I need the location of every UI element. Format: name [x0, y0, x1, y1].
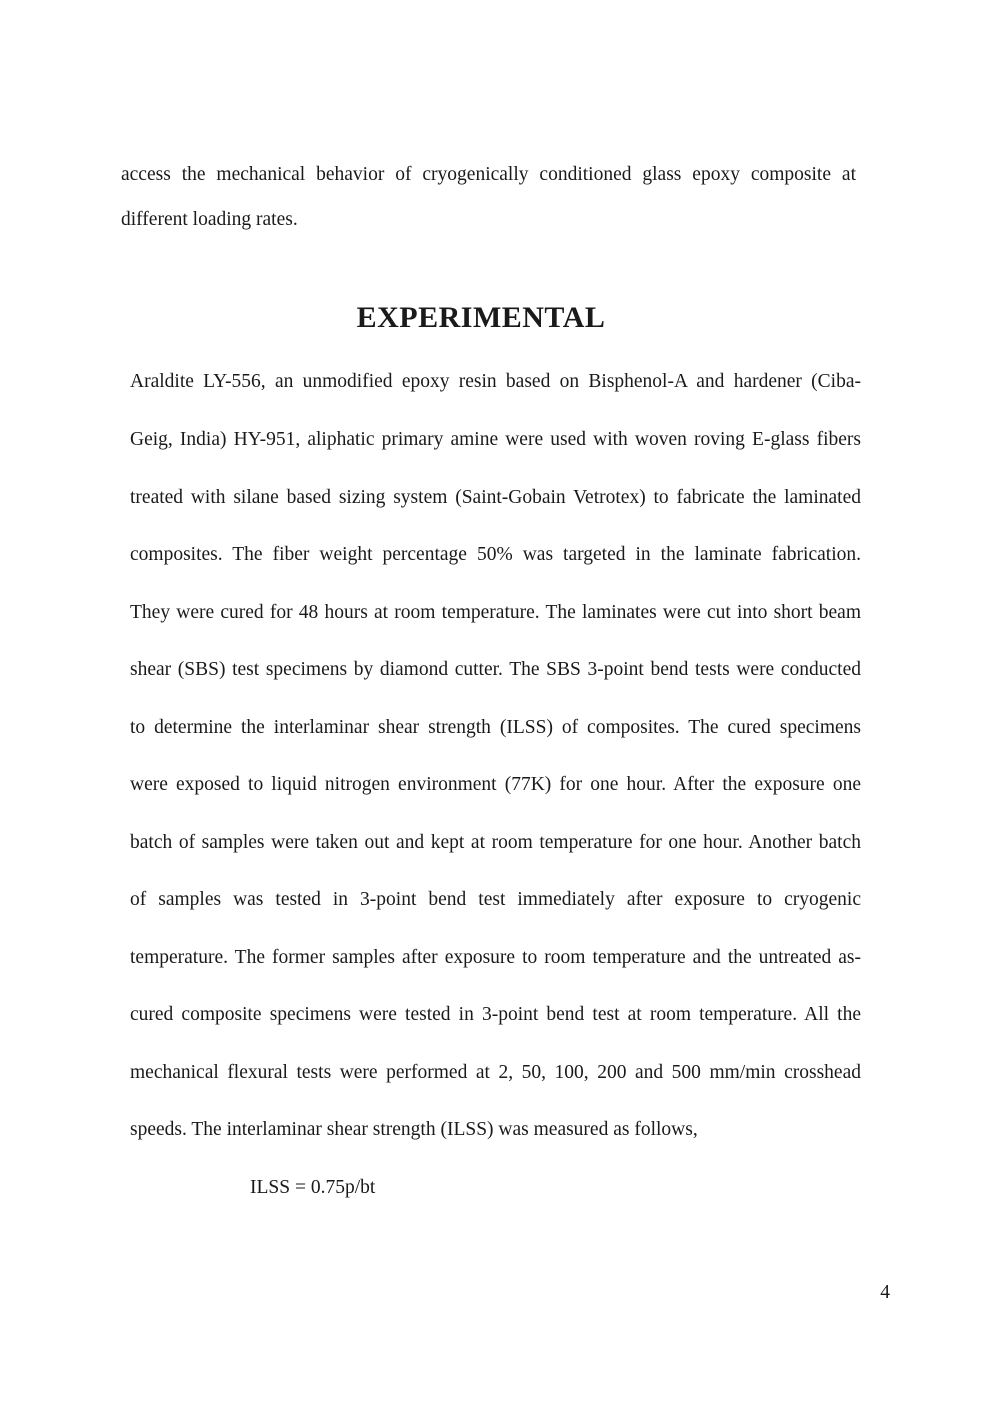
paragraph-line-12: cured composite specimens were tested in 3-point bend test at room temperature. All the — [130, 1004, 861, 1025]
paragraph-line-4: composites. The fiber weight percentage 50% was targeted in the laminate fabrication. — [130, 544, 861, 565]
intro-line-1: access the mechanical behavior of cryogenically conditioned glass epoxy composite at — [121, 164, 856, 185]
paragraph-line-3: treated with silane based sizing system (Saint-Gobain Vetrotex) to fabricate the laminated — [130, 487, 861, 508]
paragraph-line-9: batch of samples were taken out and kept at room temperature for one hour. Another batch — [130, 832, 861, 853]
page-number: 4 — [880, 1282, 890, 1303]
paragraph-line-13: mechanical flexural tests were performed at 2, 50, 100, 200 and 500 mm/min crosshead — [130, 1062, 861, 1083]
paragraph-line-10: of samples was tested in 3-point bend test immediately after exposure to cryogenic — [130, 889, 861, 910]
paragraph-line-7: to determine the interlaminar shear strength (ILSS) of composites. The cured specimens — [130, 717, 861, 738]
paragraph-line-8: were exposed to liquid nitrogen environment (77K) for one hour. After the exposure one — [130, 774, 861, 795]
intro-line-2: different loading rates. — [121, 209, 298, 230]
section-heading: EXPERIMENTAL — [356, 301, 606, 334]
paragraph-line-5: They were cured for 48 hours at room temperature. The laminates were cut into short beam — [130, 602, 861, 623]
paragraph-line-11: temperature. The former samples after exposure to room temperature and the untreated as- — [130, 947, 861, 968]
paragraph-line-1: Araldite LY-556, an unmodified epoxy resin based on Bisphenol-A and hardener (Ciba- — [130, 371, 861, 392]
paragraph-line-14: speeds. The interlaminar shear strength (ILSS) was measured as follows, — [130, 1119, 698, 1140]
ilss-equation: ILSS = 0.75p/bt — [250, 1177, 376, 1198]
paragraph-line-6: shear (SBS) test specimens by diamond cutter. The SBS 3-point bend tests were conducted — [130, 659, 861, 680]
paragraph-line-2: Geig, India) HY-951, aliphatic primary amine were used with woven roving E-glass fibers — [130, 429, 861, 450]
